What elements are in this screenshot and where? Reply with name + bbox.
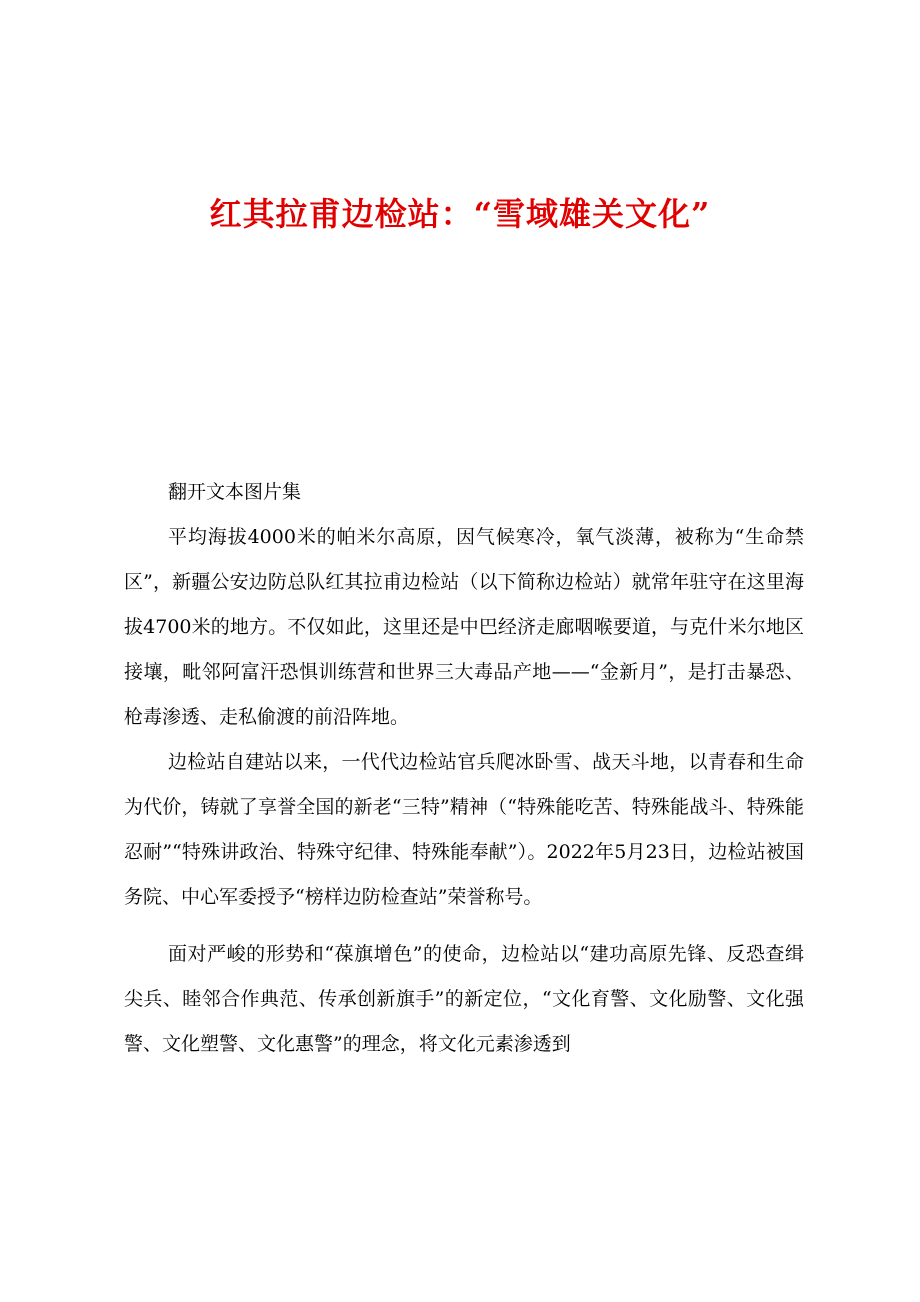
paragraph-station-history: 边检站自建站以来，一代代边检站官兵爬冰卧雪、战天斗地，以青春和生命为代价，铸就了享誉全国的新老“三特”精神（“特殊能吃苦、特殊能战斗、特殊能忍耐”“特殊讲政治、特殊守纪律、特殊能奉献”）。2022年5月23日，边检站被国务院、中心军委授予“榜样边防检查站”荣誉称号。 <box>124 751 804 908</box>
document-body <box>124 470 804 1067</box>
paragraph-culture-mission: 面对严峻的形势和“葆旗增色”的使命，边检站以“建功高原先锋、反恐查缉尖兵、睦邻合作典范、传承创新旗手”的新定位，“文化育警、文化励警、文化强警、文化塑警、文化惠警”的理念，将文化元素渗透到 <box>124 943 804 1055</box>
paragraph-image-collection: 翻开文本图片集 <box>168 481 302 503</box>
document-title: 红其拉甫边检站：“雪域雄关文化” <box>209 195 711 233</box>
paragraph-pamir-plateau: 平均海拔4000米的帕米尔高原，因气候寒冷，氧气淡薄，被称为“生命禁区”，新疆公安边防总队红其拉甫边检站（以下简称边检站）就常年驻守在这里海拔4700米的地方。不仅如此，这里还是中巴经济走廊咽喉要道，与克什米尔地区接壤，毗邻阿富汗恐惧训练营和世界三大毒品产地——“金新月”，是打击暴恐、枪毒渗透、走私偷渡的前沿阵地。 <box>124 526 804 728</box>
